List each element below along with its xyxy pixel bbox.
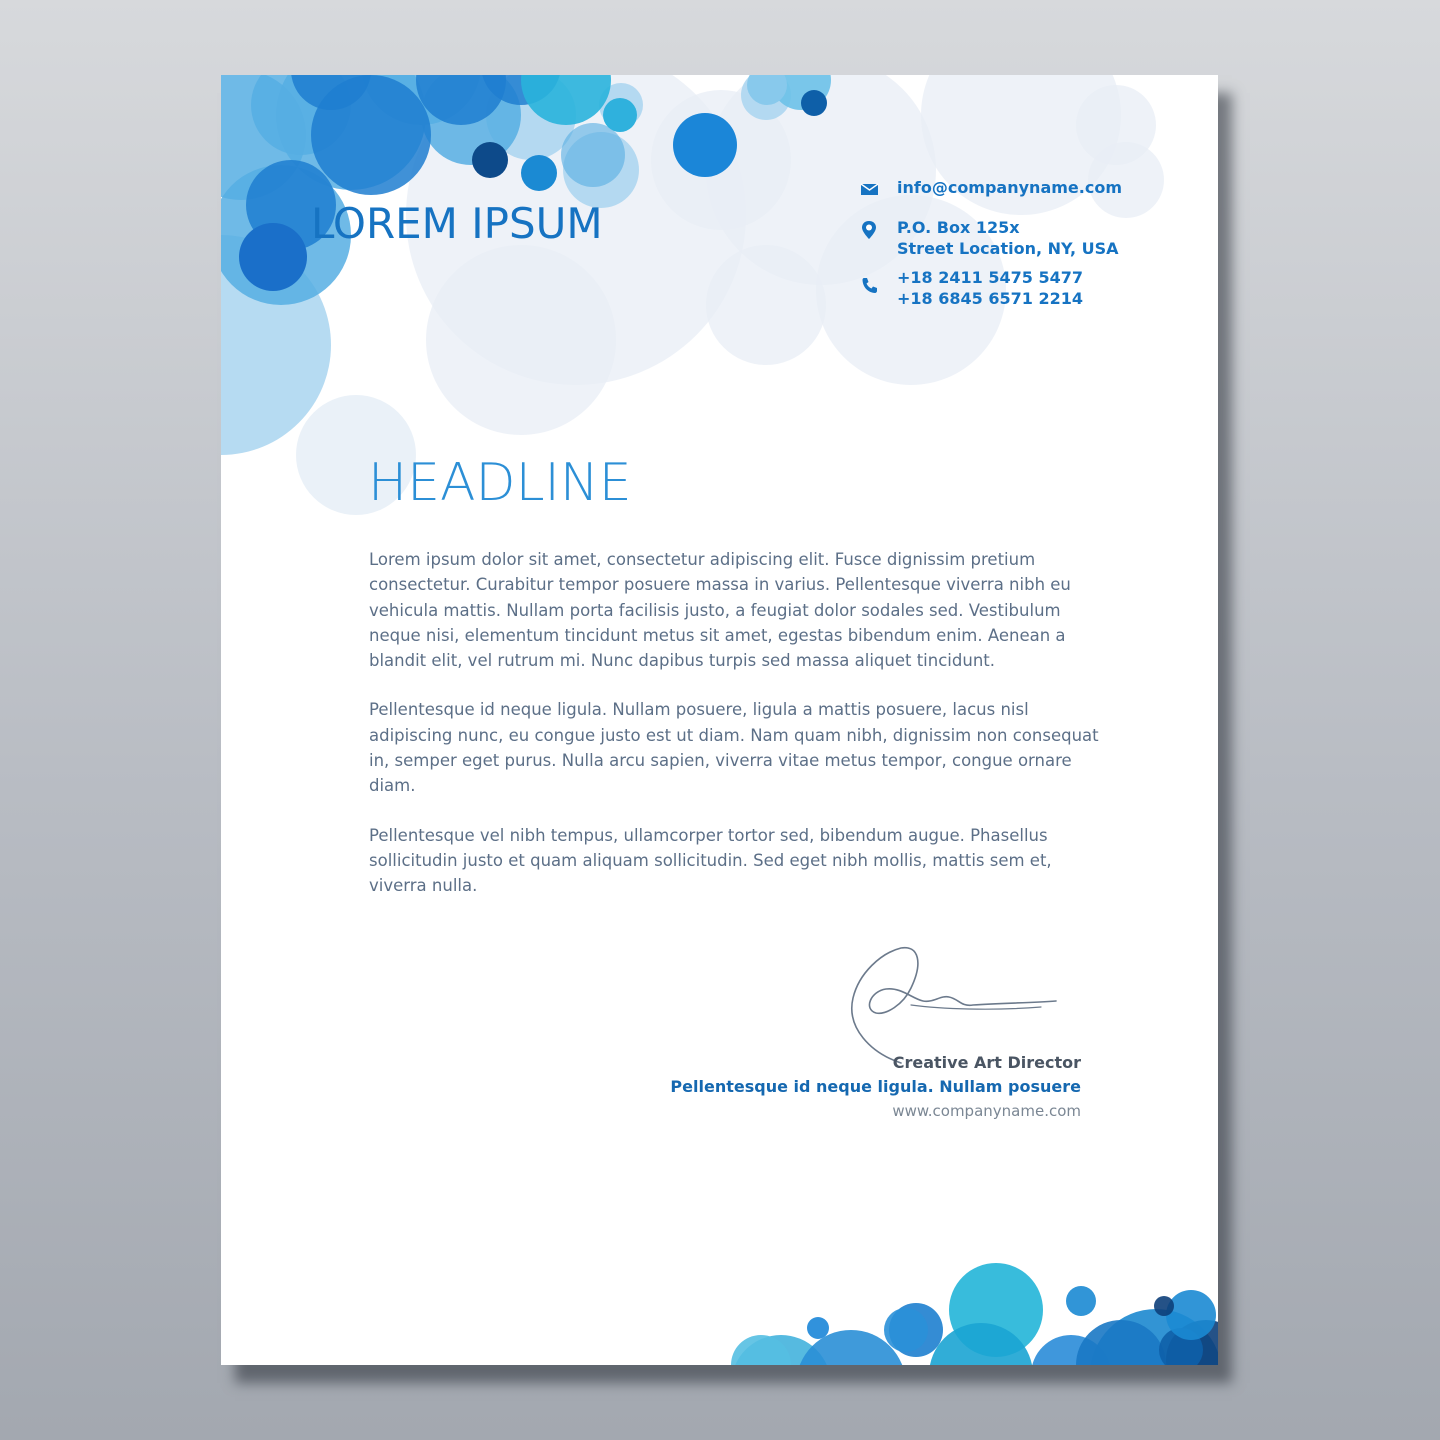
address-line-2: Street Location, NY, USA <box>897 239 1119 258</box>
envelope-icon <box>859 179 881 201</box>
address-line-1: P.O. Box 125x <box>897 218 1020 237</box>
letterhead-page <box>221 75 1218 1365</box>
signer-tagline: Pellentesque id neque ligula. Nullam posuere <box>670 1077 1081 1096</box>
phone-icon <box>859 275 881 297</box>
contact-address-row <box>859 217 1189 259</box>
signature-block <box>670 1051 1081 1123</box>
phone-1[interactable]: +18 2411 5475 5477 <box>897 268 1083 287</box>
body-paragraph-3: Pellentesque vel nibh tempus, ullamcorper tortor sed, bibendum augue. Phasellus sollicitudin justo et quam aliquam sollicitudin. Sed eget nibh mollis, mattis sem et, viverra nulla. <box>369 825 1052 896</box>
contact-phone-row <box>859 267 1189 309</box>
letter-body <box>369 547 1099 923</box>
contact-email-row <box>859 177 1189 198</box>
body-paragraph-1: Lorem ipsum dolor sit amet, consectetur adipiscing elit. Fusce dignissim pretium consectetur. Curabitur tempor posuere massa in varius. Pellentesque viverra nibh eu vehicula mattis. Nullam porta facilisis justo, a feugiat dolor sodales sed. Vestibulum neque nisi, elementum tincidunt metus sit amet, egestas bibendum enim. Aenean a blandit elit, vel rutrum mi. Nunc dapibus turpis sed massa aliquet tincidunt. <box>369 550 1071 671</box>
body-paragraph-2: Pellentesque id neque ligula. Nullam posuere, ligula a mattis posuere, lacus nisl adipiscing nunc, eu congue justo est ut diam. Nam quam nibh, dignissim non consequat in, semper eget purus. Nulla arcu sapien, viverra vitae metus tempor, congue ornare diam. <box>369 700 1099 796</box>
headline: HEADLINE <box>368 453 632 513</box>
phone-2[interactable]: +18 6845 6571 2214 <box>897 289 1083 308</box>
contact-block <box>859 177 1189 309</box>
company-website[interactable]: www.companyname.com <box>892 1102 1081 1120</box>
location-pin-icon <box>859 219 881 241</box>
signer-title: Creative Art Director <box>892 1053 1081 1072</box>
company-name: LOREM IPSUM <box>311 199 603 248</box>
contact-email[interactable]: info@companyname.com <box>897 178 1122 197</box>
